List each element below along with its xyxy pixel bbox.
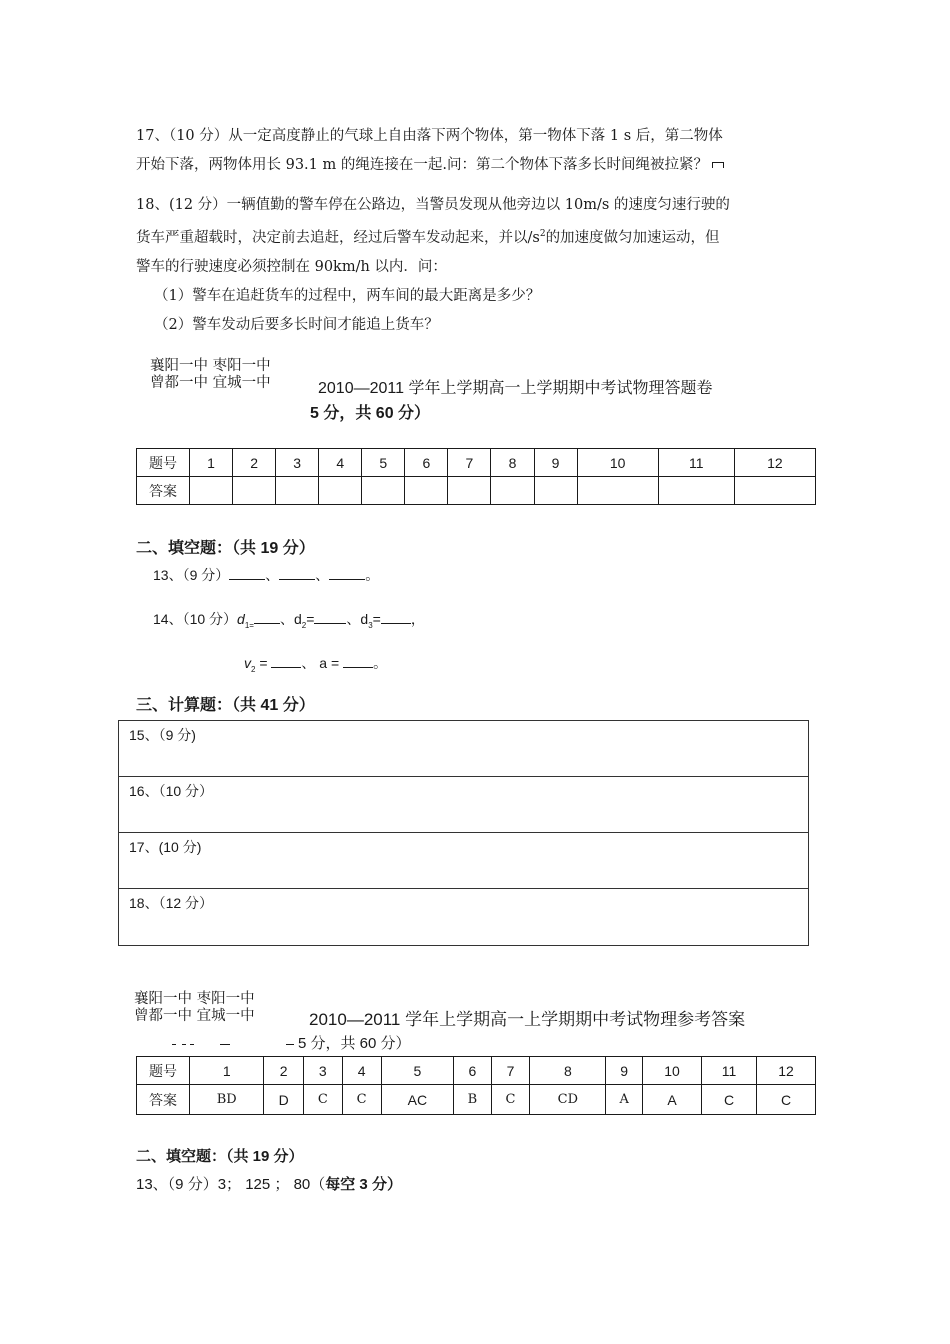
return-mark-icon bbox=[712, 162, 724, 168]
key-answer-cell: C bbox=[701, 1085, 756, 1115]
table-cell: 12 bbox=[757, 1057, 816, 1085]
table-header-row bbox=[137, 449, 816, 477]
table-cell: 3 bbox=[303, 1057, 342, 1085]
table-cell: 12 bbox=[734, 449, 815, 477]
table-cell: 2 bbox=[233, 449, 276, 477]
answer-cell[interactable] bbox=[448, 477, 491, 505]
problem-18-question-1: （1）警车在追赶货车的过程中，两车间的最大距离是多少？ bbox=[154, 287, 541, 304]
table-header-label: 题号 bbox=[137, 1057, 190, 1085]
answer-sheet-section1: 5 分，共 60 分） bbox=[310, 405, 431, 422]
answer-sheet-section3: 三、计算题：（共 41 分） bbox=[136, 697, 315, 714]
problem-18-line3: 警车的行驶速度必须控制在 90km/h 以内．问： bbox=[136, 258, 447, 275]
table-header-row bbox=[137, 1057, 816, 1085]
answer-cell[interactable] bbox=[405, 477, 448, 505]
answer-cell[interactable] bbox=[491, 477, 534, 505]
answer-sheet-title: 2010—2011 学年上学期高一上学期期中考试物理答题卷 bbox=[318, 380, 713, 397]
problem-17 bbox=[136, 122, 836, 180]
key-answer-cell: D bbox=[264, 1085, 303, 1115]
table-cell: 11 bbox=[658, 449, 734, 477]
key-answer-cell: C bbox=[342, 1085, 381, 1115]
q13-blank-3[interactable] bbox=[329, 565, 365, 580]
key-answer-cell: BD bbox=[190, 1085, 264, 1115]
table-answer-label: 答案 bbox=[137, 477, 190, 505]
answer-cell[interactable] bbox=[577, 477, 658, 505]
answer-key-choice-table bbox=[136, 1056, 816, 1115]
table-cell: 10 bbox=[577, 449, 658, 477]
d2-blank[interactable] bbox=[314, 609, 346, 624]
table-cell: 4 bbox=[319, 449, 362, 477]
table-cell: 4 bbox=[342, 1057, 381, 1085]
table-cell: 3 bbox=[276, 449, 319, 477]
problem-18 bbox=[136, 191, 836, 340]
table-cell: 2 bbox=[264, 1057, 303, 1085]
key-answer-cell: C bbox=[757, 1085, 816, 1115]
table-cell: 7 bbox=[491, 1057, 530, 1085]
table-cell: 11 bbox=[701, 1057, 756, 1085]
calc-row-15[interactable]: 15、（9 分) bbox=[119, 721, 808, 777]
table-answer-row bbox=[137, 477, 816, 505]
table-cell: 1 bbox=[190, 449, 233, 477]
a-blank[interactable] bbox=[343, 653, 373, 668]
section1-clipped-heading bbox=[140, 412, 300, 418]
key-answer-cell: AC bbox=[381, 1085, 454, 1115]
answer-cell[interactable] bbox=[734, 477, 815, 505]
calc-answer-box bbox=[118, 720, 809, 946]
table-cell: 5 bbox=[362, 449, 405, 477]
table-cell: 1 bbox=[190, 1057, 264, 1085]
q14-fill-line: 14、（10 分）$d_{1=}$ 、$d_2=$ 、$d_3=$ ， bbox=[153, 611, 425, 630]
table-cell: 8 bbox=[491, 449, 534, 477]
calc-row-17[interactable]: 17、(10 分) bbox=[119, 833, 808, 889]
answer-sheet-section2: 二、填空题：（共 19 分） bbox=[136, 540, 315, 557]
q14-fill-line-2: $v_2$ = 、 a = 。 bbox=[244, 655, 388, 674]
v2-blank[interactable] bbox=[271, 653, 301, 668]
key-answer-cell: A bbox=[606, 1085, 643, 1115]
d1-blank[interactable] bbox=[254, 609, 280, 624]
key-answer-cell: B bbox=[454, 1085, 491, 1115]
answer-cell[interactable] bbox=[276, 477, 319, 505]
table-answer-label: 答案 bbox=[137, 1085, 190, 1115]
answer-key-schools: 襄阳一中 枣阳一中 曾都一中 宜城一中 bbox=[134, 991, 255, 1024]
table-cell: 7 bbox=[448, 449, 491, 477]
key-answer-cell: C bbox=[491, 1085, 530, 1115]
answer-sheet-choice-table bbox=[136, 448, 816, 505]
answer-sheet-schools: 襄阳一中 枣阳一中 曾都一中 宜城一中 bbox=[150, 358, 271, 391]
calc-row-18[interactable]: 18、（12 分） bbox=[129, 895, 214, 911]
q13-blank-2[interactable] bbox=[279, 565, 315, 580]
answer-key-section1: 5 分，共 60 分） bbox=[298, 1035, 411, 1052]
problem-18-question-2: （2）警车发动后要多长时间才能追上货车？ bbox=[154, 316, 439, 333]
calc-row-16[interactable]: 16、（10 分） bbox=[119, 777, 808, 833]
answer-cell[interactable] bbox=[233, 477, 276, 505]
table-cell: 6 bbox=[454, 1057, 491, 1085]
key-answer-cell: C bbox=[303, 1085, 342, 1115]
table-cell: 10 bbox=[643, 1057, 702, 1085]
table-header-label: 题号 bbox=[137, 449, 190, 477]
answer-cell[interactable] bbox=[319, 477, 362, 505]
table-cell: 8 bbox=[530, 1057, 606, 1085]
answer-cell[interactable] bbox=[658, 477, 734, 505]
key-answer-cell: A bbox=[643, 1085, 702, 1115]
problem-17-line2: 开始下落，两物体用长 93.1 m 的绳连接在一起.问：第二个物体下落多长时间绳被拉紧？ bbox=[136, 151, 836, 180]
problem-18-line1: 18、(12 分）一辆值勤的警车停在公路边，当警员发现从他旁边以 10m/s 的速度匀速行驶的 bbox=[136, 197, 730, 213]
answer-key-q13: 13、（9 分）3； 125 ； 80（每空 3 分） bbox=[136, 1176, 402, 1193]
section1-clipped-heading-key bbox=[168, 1044, 296, 1047]
table-cell: 9 bbox=[534, 449, 577, 477]
q13-fill-line: 13、（9 分） 、 、 。 bbox=[153, 567, 380, 583]
answer-cell[interactable] bbox=[534, 477, 577, 505]
answer-cell[interactable] bbox=[362, 477, 405, 505]
answer-key-title: 2010—2011 学年上学期高一上学期期中考试物理参考答案 bbox=[309, 1010, 746, 1029]
table-cell: 9 bbox=[606, 1057, 643, 1085]
answer-cell[interactable] bbox=[190, 477, 233, 505]
problem-17-line1: 17、（10 分）从一定高度静止的气球上自由落下两个物体，第一物体下落 1 s 后，第二物体 bbox=[136, 128, 723, 144]
table-answer-row bbox=[137, 1085, 816, 1115]
table-cell: 5 bbox=[381, 1057, 454, 1085]
d3-blank[interactable] bbox=[381, 609, 411, 624]
q13-blank-1[interactable] bbox=[229, 565, 265, 580]
problem-18-line2: 货车严重超载时，决定前去追赶，经过后警车发动起来，并以$/s^2$的加速度做匀加速运动，但 bbox=[136, 229, 720, 246]
key-answer-cell: CD bbox=[530, 1085, 606, 1115]
table-cell: 6 bbox=[405, 449, 448, 477]
answer-key-section2: 二、填空题：（共 19 分） bbox=[136, 1148, 304, 1165]
